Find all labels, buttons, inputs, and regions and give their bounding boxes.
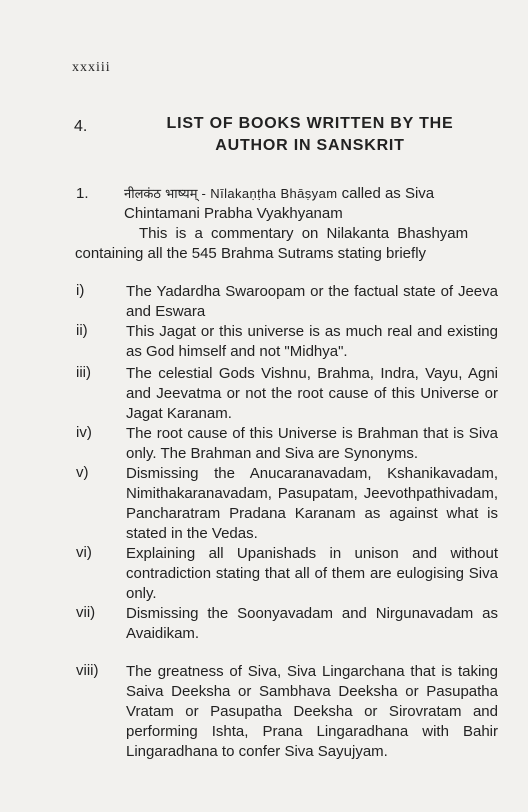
item-number: iv) bbox=[76, 424, 92, 441]
item-number: vii) bbox=[76, 604, 96, 621]
section-number: 4. bbox=[74, 118, 88, 135]
item-number: vi) bbox=[76, 544, 92, 561]
item-text: This Jagat or this universe is as much real and existing as God himself and not "Midhya". bbox=[126, 323, 498, 360]
book-title-line bbox=[124, 184, 434, 202]
item-text: Explaining all Upanishads in unison and without contradiction stating that all of them are eulogising Siva only. bbox=[126, 545, 498, 602]
description-line2: containing all the 545 Brahma Sutrams stating briefly bbox=[75, 245, 427, 262]
page-number: xxxiii bbox=[72, 60, 111, 75]
item-text: The Yadardha Swaroopam or the factual state of Jeeva and Eswara bbox=[126, 283, 498, 320]
item-number: i) bbox=[76, 282, 85, 299]
book-title-devanagari: नीलकंठ भाष्यम् bbox=[124, 187, 198, 202]
section-title-line1: LIST OF BOOKS WRITTEN BY THE bbox=[166, 115, 454, 132]
item-text: Dismissing the Soonyavadam and Nirgunavadam as Avaidikam. bbox=[126, 605, 498, 642]
book-description bbox=[75, 224, 495, 264]
item-text: The greatness of Siva, Siva Lingarchana that is taking Saiva Deeksha or Sambhava Deeksha or Pasupatha Vratam or Pasupatha Deeksha or Sirovratam and performing Ishta, Prana Lingaradhana with Bahir Lingaradhana to confer Siva Sayujyam. bbox=[126, 663, 498, 760]
book-title-transliteration: Nīlakaṇṭha Bhāṣyam bbox=[210, 186, 338, 201]
book-subtitle: Chintamani Prabha Vyakhyanam bbox=[124, 205, 343, 222]
item-number: viii) bbox=[76, 662, 99, 679]
item-text: The root cause of this Universe is Brahman that is Siva only. The Brahman and Siva are Synonyms. bbox=[126, 425, 498, 462]
item-text: Dismissing the Anucaranavadam, Kshanikavadam, Nimithakaranavadam, Pasupatam, Jeevothpathivadam, Pancharatram Pradana Karanam as against what is stated in the Vedas. bbox=[126, 465, 498, 542]
item-number: ii) bbox=[76, 322, 88, 339]
item-text: The celestial Gods Vishnu, Brahma, Indra, Vayu, Agni and Jeevatma or not the root cause of this Universe or Jagat Karanam. bbox=[126, 365, 498, 422]
book-number: 1. bbox=[76, 185, 89, 202]
book-title-separator: - bbox=[197, 186, 211, 201]
book-called-as: called as Siva bbox=[337, 185, 435, 202]
item-number: iii) bbox=[76, 364, 91, 381]
item-number: v) bbox=[76, 464, 89, 481]
section-title bbox=[140, 113, 480, 157]
description-line1: This is a commentary on Nilakanta Bhashyam bbox=[139, 225, 469, 242]
section-title-line2: AUTHOR IN SANSKRIT bbox=[215, 137, 405, 154]
